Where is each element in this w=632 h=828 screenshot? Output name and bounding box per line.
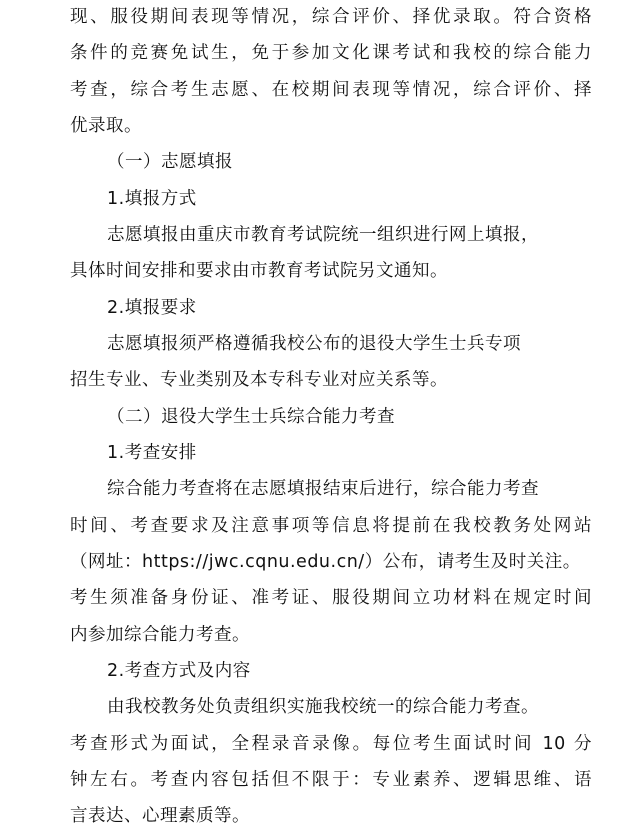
paragraph-line: 综合能力考查将在志愿填报结束后进行，综合能力考查: [107, 479, 539, 499]
paragraph-line: 现、服役期间表现等情况，综合评价、择优录取。符合资格: [70, 7, 592, 27]
website-line: （网址：https://jwc.cqnu.edu.cn/）公布，请考生及时关注。: [70, 552, 581, 572]
subheading-2-1: 1.考查安排: [107, 443, 197, 463]
paragraph-line: 志愿填报由重庆市教育考试院统一组织进行网上填报，: [107, 225, 539, 245]
subheading-1-1: 1.填报方式: [107, 189, 197, 209]
paragraph-line: 钟左右。考查内容包括但不限于：专业素养、逻辑思维、语: [70, 770, 592, 790]
paragraph-line: 考查形式为面试，全程录音录像。每位考生面试时间 10 分: [70, 734, 592, 754]
paragraph-line: 条件的竞赛免试生，免于参加文化课考试和我校的综合能力: [70, 43, 592, 63]
paragraph-line: 考查，综合考生志愿、在校期间表现等情况，综合评价、择: [70, 80, 592, 100]
paragraph-line: 志愿填报须严格遵循我校公布的退役大学生士兵专项: [107, 334, 521, 354]
paragraph-line: 招生专业、专业类别及本专科专业对应关系等。: [70, 370, 448, 390]
paragraph-line: 优录取。: [70, 116, 142, 136]
paragraph-line: 时间、考查要求及注意事项等信息将提前在我校教务处网站: [70, 516, 592, 536]
subheading-2-2: 2.考查方式及内容: [107, 661, 251, 681]
section-heading-1: （一）志愿填报: [107, 152, 233, 172]
paragraph-line: 言表达、心理素质等。: [70, 806, 250, 826]
section-heading-2: （二）退役大学生士兵综合能力考查: [107, 407, 395, 427]
paragraph-line: 内参加综合能力考查。: [70, 625, 250, 645]
subheading-1-2: 2.填报要求: [107, 298, 197, 318]
paragraph-line: 由我校教务处负责组织实施我校统一的综合能力考查。: [107, 697, 539, 717]
paragraph-line: 考生须准备身份证、准考证、服役期间立功材料在规定时间: [70, 588, 592, 608]
paragraph-line: 具体时间安排和要求由市教育考试院另文通知。: [70, 261, 448, 281]
